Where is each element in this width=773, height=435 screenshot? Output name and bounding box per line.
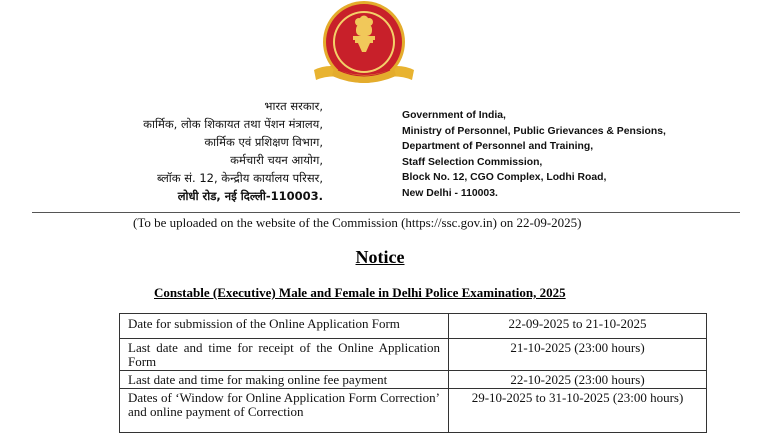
schedule-value: 22-10-2025 (23:00 hours) — [449, 371, 707, 389]
schedule-value: 22-09-2025 to 21-10-2025 — [449, 314, 707, 339]
schedule-value: 29-10-2025 to 31-10-2025 (23:00 hours) — [449, 389, 707, 433]
hindi-address — [80, 97, 323, 205]
header-divider — [32, 212, 740, 213]
exam-title: Constable (Executive) Male and Female in Delhi Police Examination, 2025 — [154, 285, 566, 300]
notice-title: Notice — [355, 247, 405, 267]
english-line: Staff Selection Commission, — [402, 156, 543, 168]
hindi-line: ब्लॉक सं. 12, केन्द्रीय कार्यालय परिसर, — [156, 171, 323, 185]
schedule-label: Date for submission of the Online Application Form — [120, 314, 449, 339]
english-line: New Delhi - 110003. — [402, 187, 498, 199]
table-row — [120, 314, 707, 339]
english-address — [402, 108, 742, 202]
english-line: Government of India, — [402, 110, 506, 121]
ssc-emblem-icon — [310, 0, 418, 88]
english-line: Department of Personnel and Training, — [402, 141, 594, 153]
hindi-line: भारत सरकार, — [264, 99, 323, 113]
table-row — [120, 389, 707, 433]
hindi-line: कार्मिक, लोक शिकायत तथा पेंशन मंत्रालय, — [143, 117, 323, 131]
english-line: Block No. 12, CGO Complex, Lodhi Road, — [402, 172, 607, 184]
hindi-line: लोधी रोड, नई दिल्ली-110003. — [177, 189, 323, 203]
hindi-line: कार्मिक एवं प्रशिक्षण विभाग, — [204, 135, 323, 149]
hindi-line: कर्मचारी चयन आयोग, — [230, 153, 323, 167]
schedule-label: Last date and time for receipt of the Online Application Form — [120, 339, 449, 371]
upload-note: (To be uploaded on the website of the Commission (https://ssc.gov.in) on 22-09-2025) — [133, 215, 582, 230]
table-row — [120, 339, 707, 371]
table-row — [120, 371, 707, 389]
schedule-label: Dates of ‘Window for Online Application Form Correction’ and online payment of Correction — [120, 389, 449, 433]
schedule-label: Last date and time for making online fee payment — [120, 371, 449, 389]
schedule-value: 21-10-2025 (23:00 hours) — [449, 339, 707, 371]
schedule-table — [119, 313, 707, 433]
english-line: Ministry of Personnel, Public Grievances & Pensions, — [402, 125, 666, 137]
